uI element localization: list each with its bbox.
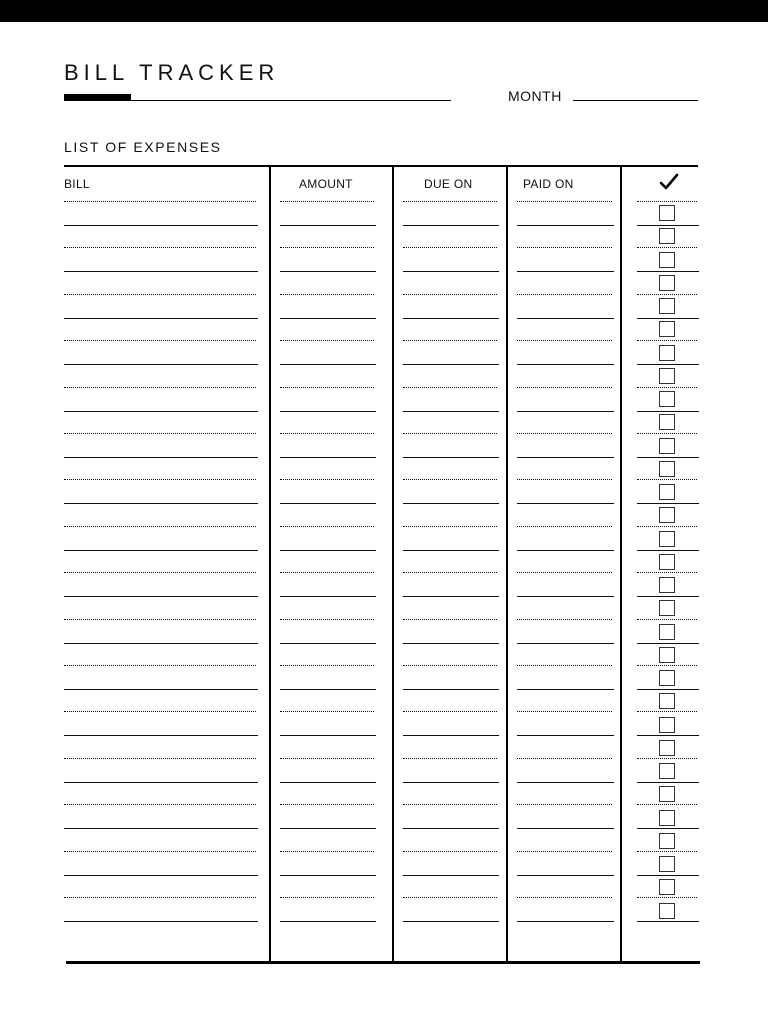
paid-on-entry-dotted-line[interactable] <box>517 526 612 527</box>
table-top-rule <box>64 165 698 167</box>
status-entry-line[interactable] <box>637 689 699 690</box>
bill-entry-line[interactable] <box>64 689 258 690</box>
bill-entry-dotted-line[interactable] <box>64 526 256 527</box>
due-on-entry-dotted-line[interactable] <box>403 665 497 666</box>
bill-entry-line[interactable] <box>64 364 258 365</box>
table-bottom-rule <box>66 961 700 964</box>
paid-checkbox[interactable] <box>659 763 675 779</box>
bill-entry-line[interactable] <box>64 318 258 319</box>
column-header-paid-on: PAID ON <box>523 177 574 191</box>
due-on-entry-line[interactable] <box>403 643 499 644</box>
bill-entry-dotted-line[interactable] <box>64 851 256 852</box>
bill-entry-dotted-line[interactable] <box>64 247 256 248</box>
status-entry-dotted-line[interactable] <box>637 851 697 852</box>
bill-entry-dotted-line[interactable] <box>64 711 256 712</box>
status-entry-line[interactable] <box>637 318 699 319</box>
paid-checkbox[interactable] <box>659 298 675 314</box>
paid-checkbox[interactable] <box>659 647 675 663</box>
paid-checkbox[interactable] <box>659 252 675 268</box>
column-header-bill: BILL <box>64 177 90 191</box>
amount-entry-dotted-line[interactable] <box>280 665 374 666</box>
paid-on-entry-dotted-line[interactable] <box>517 247 612 248</box>
status-entry-line[interactable] <box>637 596 699 597</box>
amount-entry-dotted-line[interactable] <box>280 758 374 759</box>
amount-entry-dotted-line[interactable] <box>280 804 374 805</box>
paid-checkbox[interactable] <box>659 228 675 244</box>
bill-entry-line[interactable] <box>64 875 258 876</box>
bill-entry-line[interactable] <box>64 503 258 504</box>
due-on-entry-line[interactable] <box>403 782 499 783</box>
paid-on-entry-line[interactable] <box>517 271 614 272</box>
column-header-due-on: DUE ON <box>424 177 473 191</box>
due-on-entry-line[interactable] <box>403 828 499 829</box>
paid-on-entry-line[interactable] <box>517 689 614 690</box>
paid-checkbox[interactable] <box>659 321 675 337</box>
status-entry-dotted-line[interactable] <box>637 247 697 248</box>
paid-on-entry-line[interactable] <box>517 457 614 458</box>
amount-entry-dotted-line[interactable] <box>280 247 374 248</box>
amount-entry-line[interactable] <box>280 364 376 365</box>
due-on-entry-dotted-line[interactable] <box>403 526 497 527</box>
status-entry-dotted-line[interactable] <box>637 619 697 620</box>
month-label: MONTH <box>508 88 562 104</box>
paid-checkbox[interactable] <box>659 507 675 523</box>
amount-entry-line[interactable] <box>280 828 376 829</box>
paid-checkbox[interactable] <box>659 414 675 430</box>
amount-entry-line[interactable] <box>280 271 376 272</box>
bill-entry-line[interactable] <box>64 643 258 644</box>
due-on-entry-line[interactable] <box>403 596 499 597</box>
checkmark-icon <box>659 172 679 192</box>
amount-entry-line[interactable] <box>280 875 376 876</box>
amount-entry-line[interactable] <box>280 550 376 551</box>
paid-checkbox[interactable] <box>659 391 675 407</box>
bill-entry-dotted-line[interactable] <box>64 433 256 434</box>
column-divider <box>269 167 271 962</box>
bill-entry-line[interactable] <box>64 411 258 412</box>
status-entry-dotted-line[interactable] <box>637 758 697 759</box>
paid-on-entry-line[interactable] <box>517 782 614 783</box>
paid-checkbox[interactable] <box>659 205 675 221</box>
due-on-entry-line[interactable] <box>403 411 499 412</box>
due-on-entry-dotted-line[interactable] <box>403 851 497 852</box>
page-title: BILL TRACKER <box>64 60 280 85</box>
amount-entry-dotted-line[interactable] <box>280 619 374 620</box>
paid-checkbox[interactable] <box>659 856 675 872</box>
amount-entry-dotted-line[interactable] <box>280 897 374 898</box>
status-entry-line[interactable] <box>637 828 699 829</box>
section-label: LIST OF EXPENSES <box>64 139 222 155</box>
status-entry-line[interactable] <box>637 457 699 458</box>
status-entry-line[interactable] <box>637 364 699 365</box>
bill-entry-line[interactable] <box>64 550 258 551</box>
paid-on-entry-line[interactable] <box>517 643 614 644</box>
status-entry-line[interactable] <box>637 782 699 783</box>
due-on-entry-line[interactable] <box>403 225 499 226</box>
bill-entry-dotted-line[interactable] <box>64 201 256 202</box>
due-on-entry-dotted-line[interactable] <box>403 479 497 480</box>
due-on-entry-dotted-line[interactable] <box>403 804 497 805</box>
title-underline <box>131 100 451 101</box>
due-on-entry-dotted-line[interactable] <box>403 340 497 341</box>
paid-on-entry-dotted-line[interactable] <box>517 294 612 295</box>
amount-entry-dotted-line[interactable] <box>280 479 374 480</box>
paid-on-entry-line[interactable] <box>517 735 614 736</box>
due-on-entry-line[interactable] <box>403 364 499 365</box>
due-on-entry-dotted-line[interactable] <box>403 201 497 202</box>
status-entry-line[interactable] <box>637 875 699 876</box>
amount-entry-dotted-line[interactable] <box>280 294 374 295</box>
bill-entry-line[interactable] <box>64 828 258 829</box>
status-entry-dotted-line[interactable] <box>637 804 697 805</box>
bill-entry-dotted-line[interactable] <box>64 294 256 295</box>
paid-checkbox[interactable] <box>659 693 675 709</box>
paid-on-entry-line[interactable] <box>517 921 614 922</box>
bill-entry-line[interactable] <box>64 735 258 736</box>
amount-entry-dotted-line[interactable] <box>280 433 374 434</box>
due-on-entry-line[interactable] <box>403 318 499 319</box>
column-header-amount: AMOUNT <box>299 177 353 191</box>
bill-entry-line[interactable] <box>64 596 258 597</box>
paid-on-entry-dotted-line[interactable] <box>517 851 612 852</box>
paid-on-entry-dotted-line[interactable] <box>517 340 612 341</box>
amount-entry-line[interactable] <box>280 921 376 922</box>
due-on-entry-dotted-line[interactable] <box>403 758 497 759</box>
paid-on-entry-dotted-line[interactable] <box>517 897 612 898</box>
paid-checkbox[interactable] <box>659 670 675 686</box>
amount-entry-dotted-line[interactable] <box>280 526 374 527</box>
paid-checkbox[interactable] <box>659 879 675 895</box>
status-entry-line[interactable] <box>637 735 699 736</box>
status-entry-dotted-line[interactable] <box>637 665 697 666</box>
status-entry-dotted-line[interactable] <box>637 433 697 434</box>
bill-entry-dotted-line[interactable] <box>64 340 256 341</box>
bill-entry-line[interactable] <box>64 225 258 226</box>
status-entry-dotted-line[interactable] <box>637 340 697 341</box>
status-entry-line[interactable] <box>637 643 699 644</box>
paid-on-entry-dotted-line[interactable] <box>517 479 612 480</box>
status-entry-dotted-line[interactable] <box>637 201 697 202</box>
bill-entry-line[interactable] <box>64 271 258 272</box>
status-entry-line[interactable] <box>637 503 699 504</box>
top-black-bar <box>0 0 768 22</box>
paid-on-entry-dotted-line[interactable] <box>517 665 612 666</box>
paid-checkbox[interactable] <box>659 833 675 849</box>
due-on-entry-line[interactable] <box>403 875 499 876</box>
due-on-entry-dotted-line[interactable] <box>403 247 497 248</box>
paid-checkbox[interactable] <box>659 600 675 616</box>
due-on-entry-line[interactable] <box>403 271 499 272</box>
status-entry-dotted-line[interactable] <box>637 897 697 898</box>
due-on-entry-line[interactable] <box>403 689 499 690</box>
bill-entry-dotted-line[interactable] <box>64 479 256 480</box>
amount-entry-dotted-line[interactable] <box>280 572 374 573</box>
paid-on-entry-dotted-line[interactable] <box>517 711 612 712</box>
due-on-entry-line[interactable] <box>403 550 499 551</box>
status-entry-dotted-line[interactable] <box>637 572 697 573</box>
paid-on-entry-line[interactable] <box>517 318 614 319</box>
due-on-entry-dotted-line[interactable] <box>403 619 497 620</box>
bill-entry-dotted-line[interactable] <box>64 665 256 666</box>
paid-on-entry-dotted-line[interactable] <box>517 201 612 202</box>
amount-entry-line[interactable] <box>280 318 376 319</box>
status-entry-line[interactable] <box>637 225 699 226</box>
paid-checkbox[interactable] <box>659 903 675 919</box>
bill-entry-dotted-line[interactable] <box>64 619 256 620</box>
paid-on-entry-line[interactable] <box>517 225 614 226</box>
due-on-entry-line[interactable] <box>403 735 499 736</box>
paid-checkbox[interactable] <box>659 345 675 361</box>
column-divider <box>620 167 622 962</box>
paid-checkbox[interactable] <box>659 577 675 593</box>
status-entry-line[interactable] <box>637 411 699 412</box>
status-entry-dotted-line[interactable] <box>637 711 697 712</box>
paid-checkbox[interactable] <box>659 624 675 640</box>
due-on-entry-dotted-line[interactable] <box>403 294 497 295</box>
amount-entry-dotted-line[interactable] <box>280 387 374 388</box>
bill-entry-dotted-line[interactable] <box>64 897 256 898</box>
paid-on-entry-dotted-line[interactable] <box>517 758 612 759</box>
amount-entry-dotted-line[interactable] <box>280 340 374 341</box>
paid-checkbox[interactable] <box>659 438 675 454</box>
paid-checkbox[interactable] <box>659 275 675 291</box>
month-input-line[interactable] <box>573 100 698 101</box>
bill-entry-dotted-line[interactable] <box>64 758 256 759</box>
bill-entry-line[interactable] <box>64 921 258 922</box>
amount-entry-line[interactable] <box>280 643 376 644</box>
paid-checkbox[interactable] <box>659 554 675 570</box>
status-entry-dotted-line[interactable] <box>637 294 697 295</box>
paid-checkbox[interactable] <box>659 786 675 802</box>
paid-on-entry-line[interactable] <box>517 596 614 597</box>
due-on-entry-line[interactable] <box>403 457 499 458</box>
bill-entry-dotted-line[interactable] <box>64 387 256 388</box>
bill-entry-dotted-line[interactable] <box>64 572 256 573</box>
column-divider <box>392 167 394 962</box>
paid-on-entry-line[interactable] <box>517 411 614 412</box>
paid-on-entry-line[interactable] <box>517 503 614 504</box>
status-entry-dotted-line[interactable] <box>637 387 697 388</box>
paid-on-entry-dotted-line[interactable] <box>517 433 612 434</box>
bill-entry-line[interactable] <box>64 782 258 783</box>
amount-entry-dotted-line[interactable] <box>280 201 374 202</box>
paid-checkbox[interactable] <box>659 717 675 733</box>
amount-entry-line[interactable] <box>280 596 376 597</box>
amount-entry-line[interactable] <box>280 503 376 504</box>
status-entry-dotted-line[interactable] <box>637 526 697 527</box>
paid-checkbox[interactable] <box>659 531 675 547</box>
amount-entry-line[interactable] <box>280 411 376 412</box>
paid-on-entry-line[interactable] <box>517 875 614 876</box>
paid-on-entry-line[interactable] <box>517 550 614 551</box>
paid-on-entry-dotted-line[interactable] <box>517 572 612 573</box>
paid-on-entry-line[interactable] <box>517 828 614 829</box>
due-on-entry-dotted-line[interactable] <box>403 433 497 434</box>
amount-entry-dotted-line[interactable] <box>280 851 374 852</box>
due-on-entry-line[interactable] <box>403 503 499 504</box>
status-entry-dotted-line[interactable] <box>637 479 697 480</box>
paid-checkbox[interactable] <box>659 368 675 384</box>
amount-entry-line[interactable] <box>280 689 376 690</box>
paid-checkbox[interactable] <box>659 484 675 500</box>
bill-entry-dotted-line[interactable] <box>64 804 256 805</box>
due-on-entry-dotted-line[interactable] <box>403 572 497 573</box>
due-on-entry-line[interactable] <box>403 921 499 922</box>
amount-entry-dotted-line[interactable] <box>280 711 374 712</box>
status-entry-line[interactable] <box>637 550 699 551</box>
due-on-entry-dotted-line[interactable] <box>403 387 497 388</box>
paid-on-entry-dotted-line[interactable] <box>517 387 612 388</box>
amount-entry-line[interactable] <box>280 457 376 458</box>
amount-entry-line[interactable] <box>280 735 376 736</box>
column-divider <box>506 167 508 962</box>
status-entry-line[interactable] <box>637 271 699 272</box>
paid-on-entry-line[interactable] <box>517 364 614 365</box>
amount-entry-line[interactable] <box>280 225 376 226</box>
due-on-entry-dotted-line[interactable] <box>403 711 497 712</box>
paid-checkbox[interactable] <box>659 810 675 826</box>
paid-on-entry-dotted-line[interactable] <box>517 619 612 620</box>
paid-checkbox[interactable] <box>659 461 675 477</box>
due-on-entry-dotted-line[interactable] <box>403 897 497 898</box>
paid-on-entry-dotted-line[interactable] <box>517 804 612 805</box>
paid-checkbox[interactable] <box>659 740 675 756</box>
bill-entry-line[interactable] <box>64 457 258 458</box>
amount-entry-line[interactable] <box>280 782 376 783</box>
status-entry-line[interactable] <box>637 921 699 922</box>
title-underline-accent <box>64 94 131 101</box>
